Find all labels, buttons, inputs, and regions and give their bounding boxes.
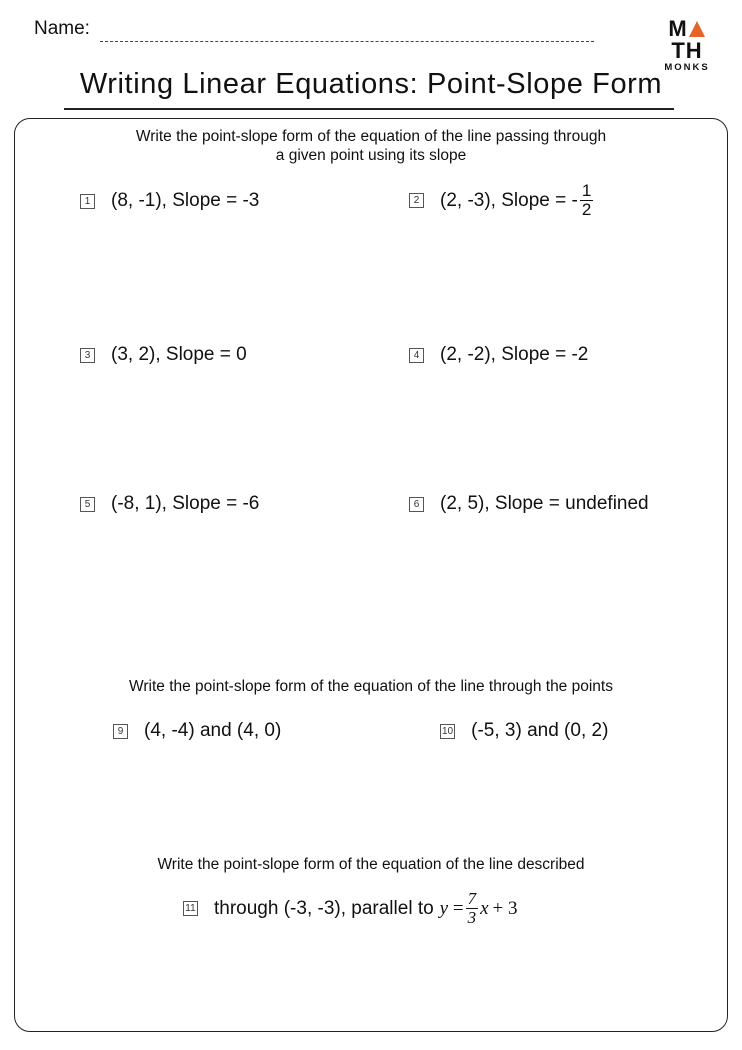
problem-number: 4 (409, 348, 424, 363)
problem-9: 9 (4, -4) and (4, 0) (113, 720, 281, 742)
problem-number: 3 (80, 348, 95, 363)
problem-number: 2 (409, 193, 424, 208)
section2-instruction: Write the point-slope form of the equation of the line through the points (129, 678, 613, 695)
problem-number: 10 (442, 725, 454, 737)
equation: y = (439, 897, 464, 919)
slope-fraction: $\frac{1}{2}$ (581, 181, 592, 219)
name-blank-line[interactable] (100, 41, 594, 42)
problem-number: 9 (113, 724, 128, 739)
problem-3: 3 (3, 2), Slope = 0 (80, 344, 247, 366)
triangle-icon (689, 21, 705, 37)
problem-10: 10 (-5, 3) and (0, 2) (442, 720, 609, 741)
problem-1: 1 (8, -1), Slope = -3 (80, 190, 259, 212)
section3-instruction: Write the point-slope form of the equation of the line described (157, 856, 585, 873)
problem-number: 6 (409, 497, 424, 512)
problem-number: 1 (80, 194, 95, 209)
math-monks-logo: MTH MONKS (664, 16, 710, 73)
problem-11: 11 through (-3, -3), parallel to y = $\frac{7}{3}$ x + 3 (183, 890, 517, 927)
name-label: Name: (34, 18, 90, 39)
problem-number: 5 (80, 497, 95, 512)
problem-number: 11 (183, 901, 198, 916)
page-title: Writing Linear Equations: Point-Slope Form (79, 68, 663, 100)
title-underline (64, 108, 674, 110)
problem-5: 5 (-8, 1), Slope = -6 (80, 493, 259, 515)
problem-6: 6 (2, 5), Slope = undefined (409, 493, 649, 515)
problem-4: 4 (2, -2), Slope = -2 (409, 344, 588, 366)
slope-fraction: $\frac{7}{3}$ (467, 889, 477, 927)
problem-2: 2 (2, -3), Slope = - $\frac{1}{2}$ (409, 182, 593, 219)
section1-instruction: Write the point-slope form of the equation of the line passing through a given point using its slope (135, 128, 607, 164)
